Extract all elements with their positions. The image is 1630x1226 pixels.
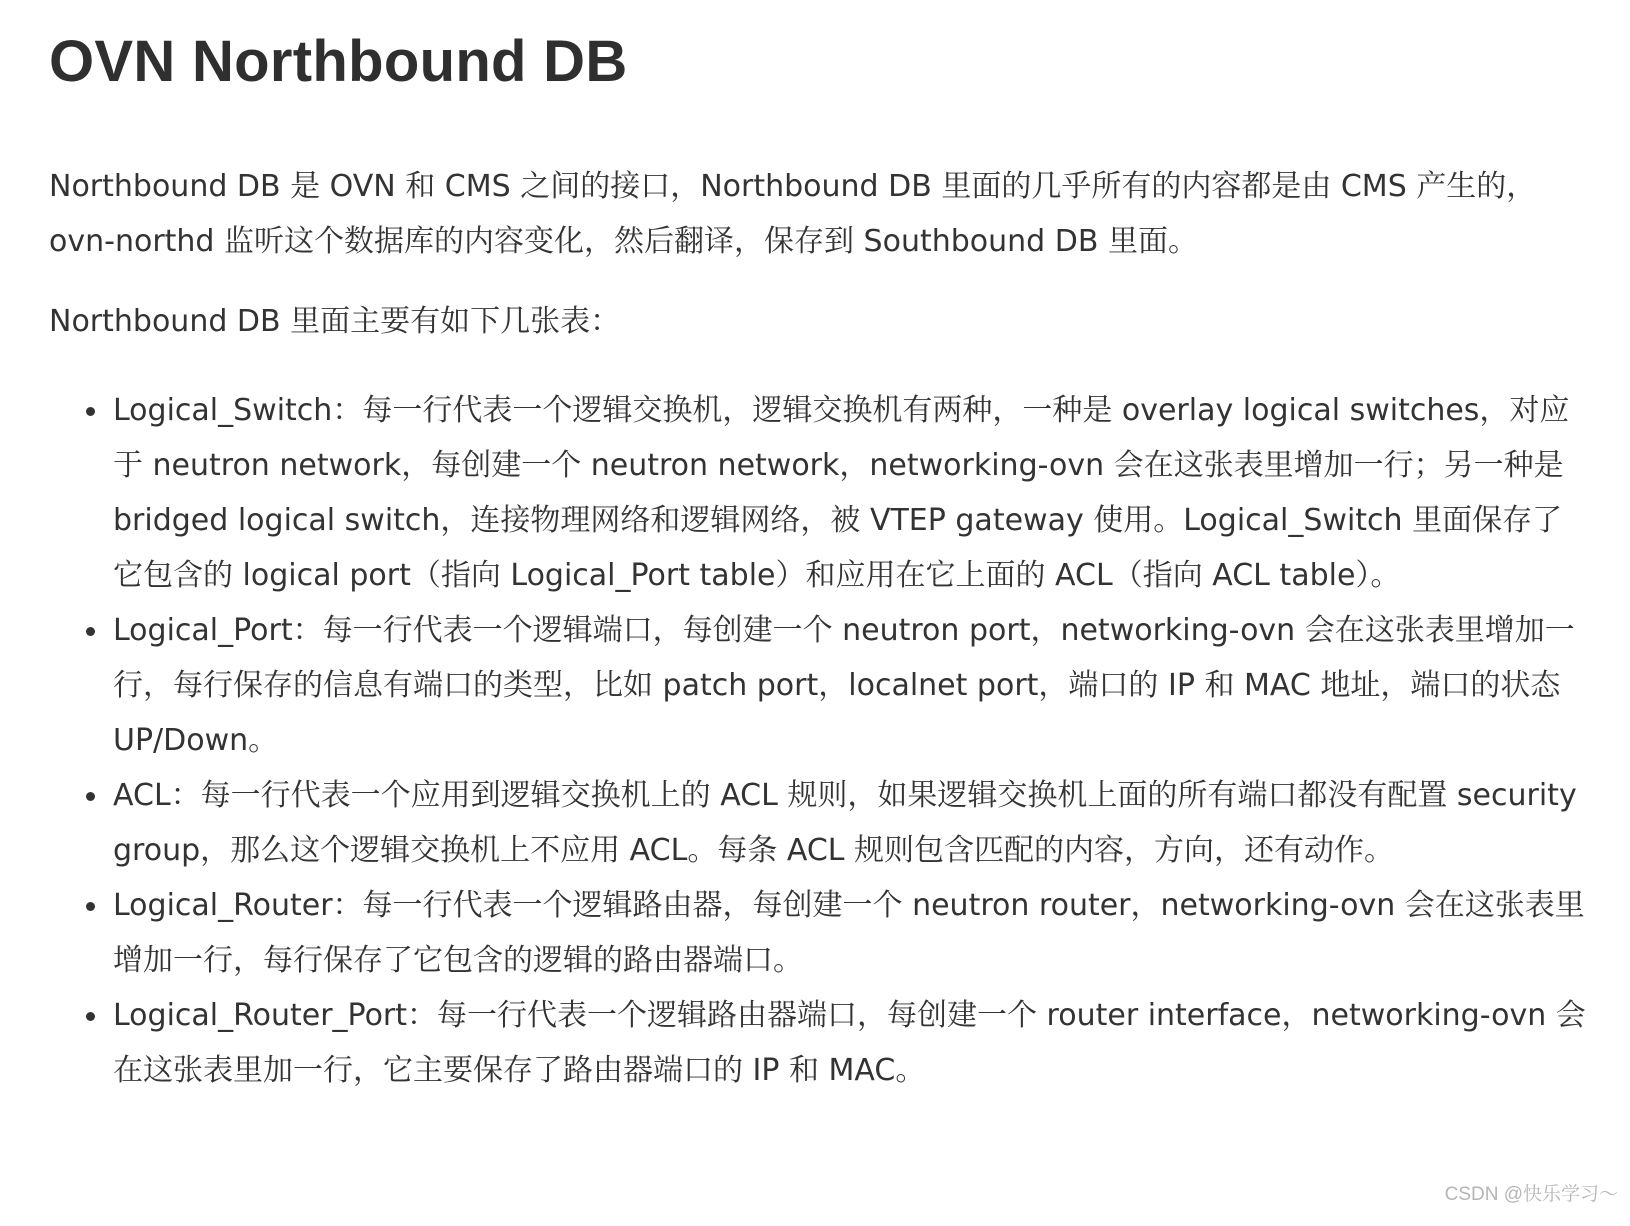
article-body: [49, 22, 1589, 1098]
list-item-acl: [49, 768, 1589, 878]
intro-paragraph: Northbound DB 是 OVN 和 CMS 之间的接口，Northbound DB 里面的几乎所有的内容都是由 CMS 产生的，ovn-northd 监听这个数据库的内容变化，然后翻译，保存到 Southbound DB 里面。: [49, 169, 1537, 259]
bullet-icon: [86, 407, 95, 416]
list-item-logical-switch: [49, 383, 1589, 603]
list-item-text: Logical_Router：每一行代表一个逻辑路由器，每创建一个 neutron router，networking-ovn 会在这张表里增加一行，每行保存了它包含的逻辑的路由器端口。: [113, 888, 1585, 978]
bullet-icon: [86, 1012, 95, 1021]
list-item-logical-router: [49, 878, 1589, 988]
list-item-logical-port: [49, 603, 1589, 768]
bullet-icon: [86, 792, 95, 801]
list-item-text: Logical_Port：每一行代表一个逻辑端口，每创建一个 neutron port，networking-ovn 会在这张表里增加一行，每行保存的信息有端口的类型，比如 patch port，localnet port，端口的 IP 和 MAC 地址，端口的状态 UP/Down。: [113, 613, 1575, 758]
list-item-text: ACL：每一行代表一个应用到逻辑交换机上的 ACL 规则，如果逻辑交换机上面的所有端口都没有配置 security group，那么这个逻辑交换机上不应用 ACL。每条 ACL 规则包含匹配的内容，方向，还有动作。: [113, 778, 1577, 868]
list-item-logical-router-port: [49, 988, 1589, 1098]
list-item-text: Logical_Router_Port：每一行代表一个逻辑路由器端口，每创建一个 router interface，networking-ovn 会在这张表里加一行，它主要保存了路由器端口的 IP 和 MAC。: [113, 998, 1586, 1088]
csdn-watermark: CSDN @快乐学习～: [1444, 1184, 1618, 1205]
bullet-icon: [86, 627, 95, 636]
tables-intro-paragraph: Northbound DB 里面主要有如下几张表：: [49, 304, 621, 339]
page-title: OVN Northbound DB: [49, 29, 628, 94]
bullet-icon: [86, 902, 95, 911]
list-item-text: Logical_Switch：每一行代表一个逻辑交换机，逻辑交换机有两种，一种是 overlay logical switches，对应于 neutron network，每创建一个 neutron network，networking-ovn 会在这张表里增加一行；另一种是 bridged logical switch，连接物理网络和逻辑网络，被 VTEP gateway 使用。Logical_Switch 里面保存了它包含的 logical port（指向 Logical_Port table）和应用在它上面的 ACL（指向 ACL table）。: [113, 393, 1570, 593]
table-list: [49, 383, 1589, 1098]
